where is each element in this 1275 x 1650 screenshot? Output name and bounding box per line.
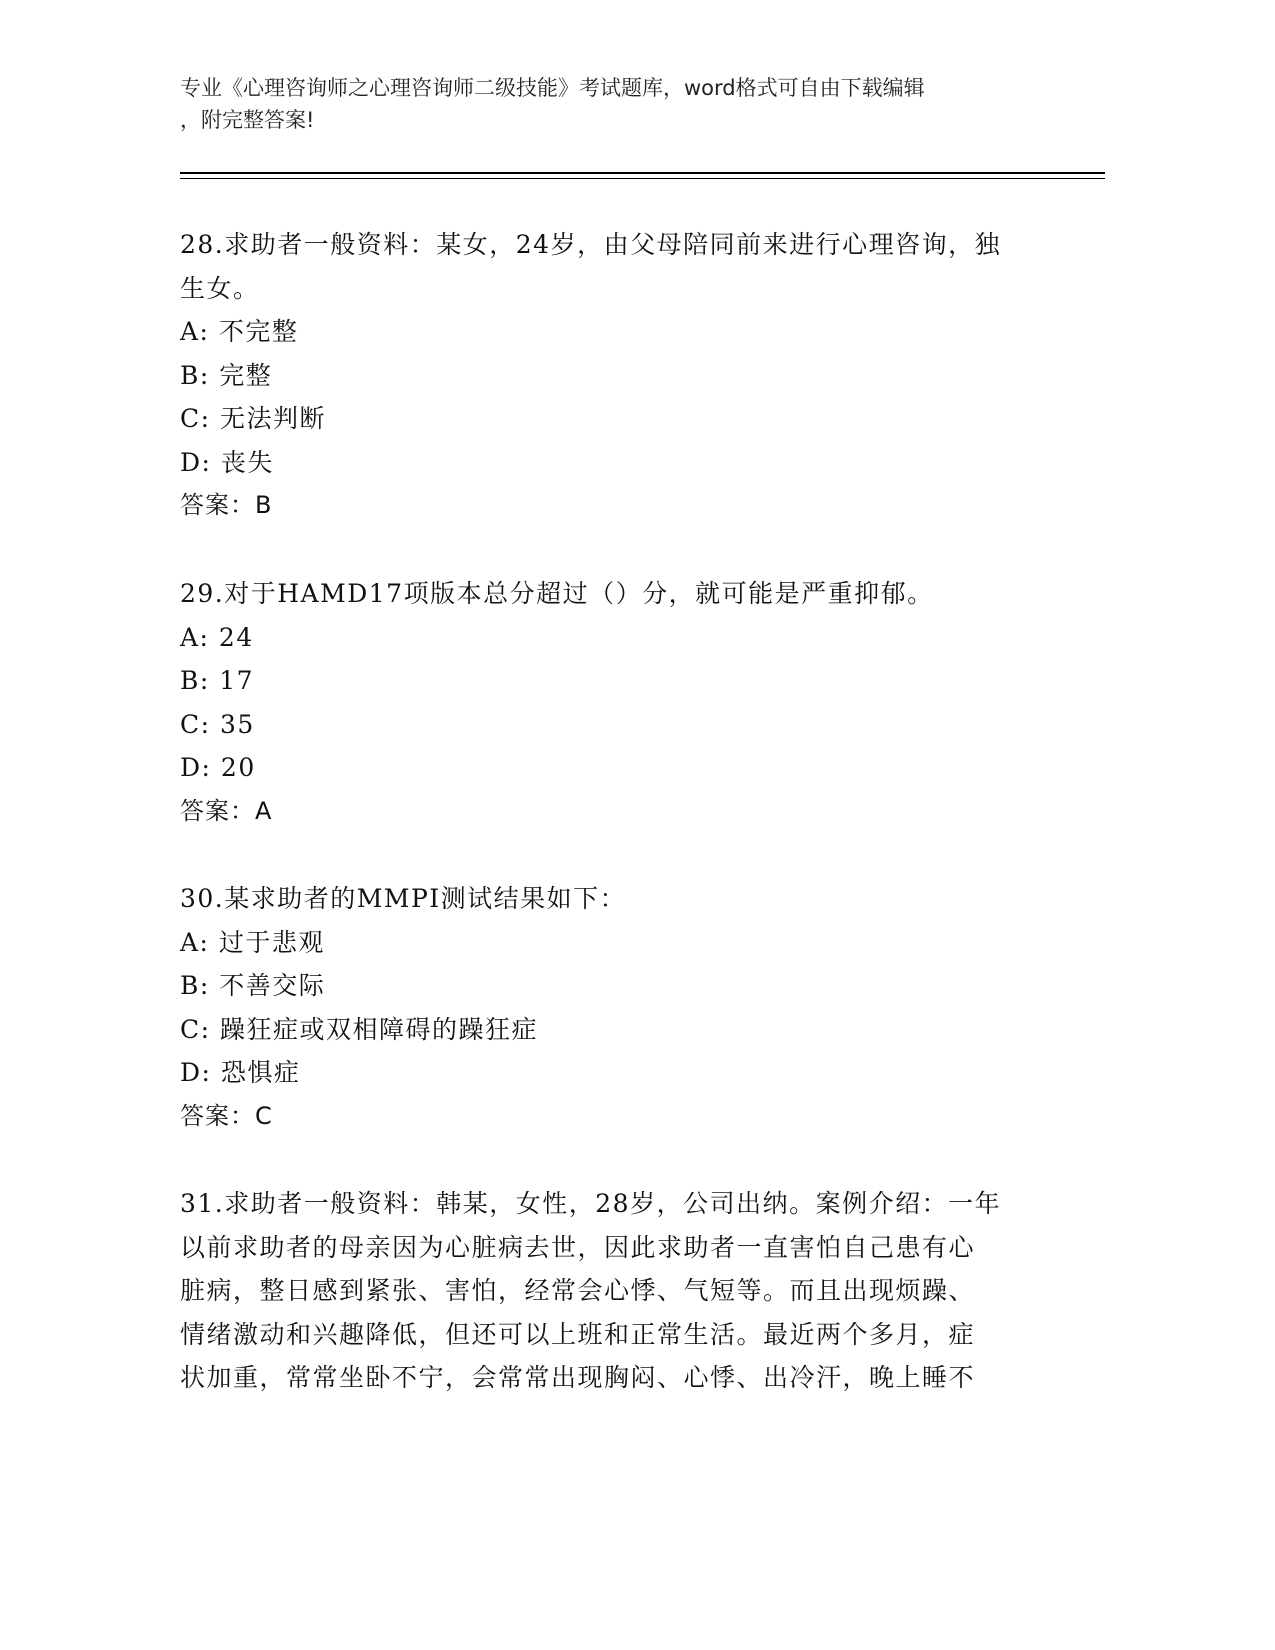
question-text: 脏病，整日感到紧张、害怕，经常会心悸、气短等。而且出现烦躁、 xyxy=(180,1276,976,1305)
option-b: B: 不善交际 xyxy=(180,971,326,1000)
option-d: D: 20 xyxy=(180,753,256,782)
question-29 xyxy=(180,572,1060,833)
header-line-2: ，附完整答案! xyxy=(180,108,315,132)
answer: 答案：B xyxy=(180,491,273,519)
question-30 xyxy=(180,877,1060,1138)
option-c: C: 无法判断 xyxy=(180,404,326,433)
header-divider-thin xyxy=(180,178,1105,179)
question-text: 情绪激动和兴趣降低，但还可以上班和正常生活。最近两个多月，症 xyxy=(180,1319,976,1349)
option-b: B: 完整 xyxy=(180,360,273,390)
option-c: C: 35 xyxy=(180,709,255,739)
option-a: A: 过于悲观 xyxy=(180,927,325,957)
header-divider-thick xyxy=(180,172,1105,174)
question-31 xyxy=(180,1182,1060,1400)
question-text: 28.求助者一般资料：某女，24岁，由父母陪同前来进行心理咨询，独 xyxy=(180,230,1002,259)
option-a: A: 24 xyxy=(180,622,254,652)
option-d: D: 恐惧症 xyxy=(180,1058,301,1087)
question-text: 状加重，常常坐卧不宁，会常常出现胸闷、心悸、出冷汗，晚上睡不 xyxy=(180,1363,976,1392)
option-c: C: 躁狂症或双相障碍的躁狂症 xyxy=(180,1014,538,1044)
answer: 答案：A xyxy=(180,796,273,825)
question-text: 31.求助者一般资料：韩某，女性，28岁，公司出纳。案例介绍：一年 xyxy=(180,1189,1002,1218)
option-b: B: 17 xyxy=(180,666,255,695)
question-text: 29.对于HAMD17项版本总分超过（）分，就可能是严重抑郁。 xyxy=(180,579,934,608)
question-28 xyxy=(180,223,1060,528)
header-line-1: 专业《心理咨询师之心理咨询师二级技能》考试题库，word格式可自由下载编辑 xyxy=(180,76,925,100)
question-text: 生女。 xyxy=(180,273,260,303)
question-text: 以前求助者的母亲因为心脏病去世，因此求助者一直害怕自己患有心 xyxy=(180,1232,976,1262)
question-text: 30.某求助者的MMPI测试结果如下： xyxy=(180,884,627,913)
option-d: D: 丧失 xyxy=(180,447,274,477)
option-a: A: 不完整 xyxy=(180,317,299,346)
document-header xyxy=(180,72,1080,136)
answer: 答案：C xyxy=(180,1101,273,1130)
